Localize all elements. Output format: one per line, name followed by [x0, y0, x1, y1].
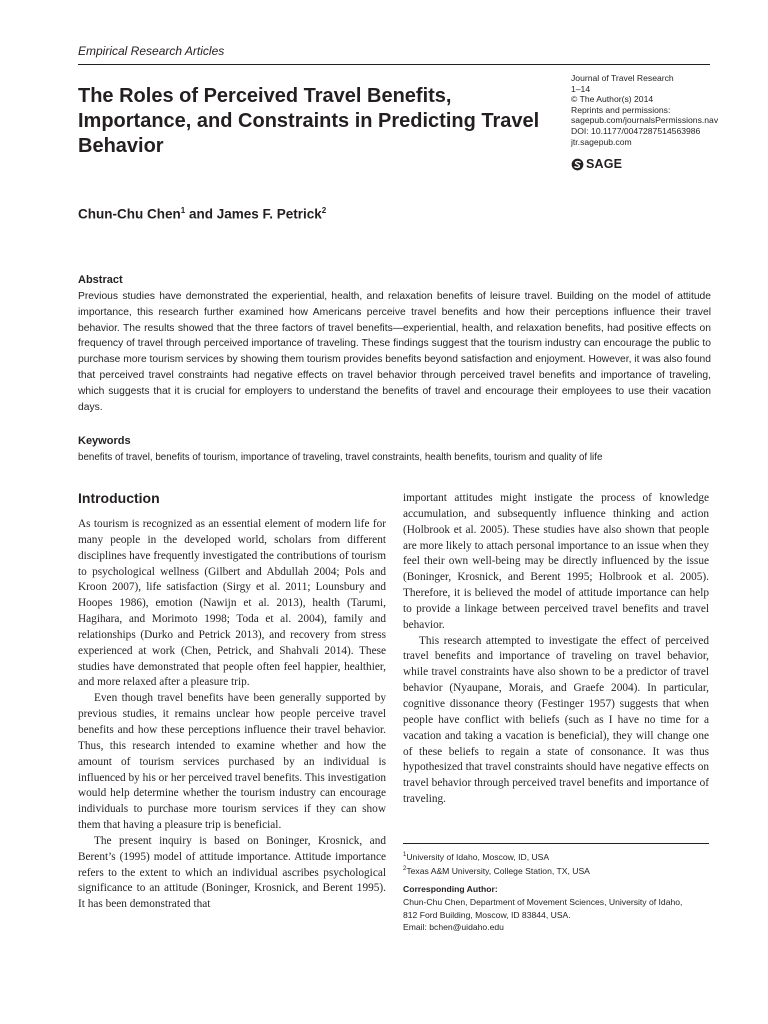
corresponding-author-line: Chun-Chu Chen, Department of Movement Sciences, University of Idaho,: [403, 896, 683, 907]
body-paragraph: The present inquiry is based on Boninger, Krosnick, and Berent’s (1995) model of attitude importance. Attitude importance refers to the extent to which an individual ascribes psychological significance to an attitude (Boninger, Krosnick, and Berent 1995). It has been demonstrated that: [78, 834, 386, 911]
body-paragraph: This research attempted to investigate the effect of perceived travel benefits and importance of traveling on travel behavior, while travel constraints have also shown to be a predictor of travel behavior (Nyaupane, Morais, and Graefe 2004). In particular, cognitive dissonance theory (Festinger 1957) suggests that when people have conflict with beliefs (such as I have no time for a vacation and taking a vacation is beneficial), they will change one of these beliefs to regain a state of consonance. It was thus hypothesized that travel constraints should have negative effects on travel behavior through perceived travel benefits and importance of traveling.: [403, 634, 709, 806]
sage-logo-icon: [571, 158, 584, 171]
footnote-text: University of Idaho, Moscow, ID, USA: [406, 851, 550, 862]
author-list: [78, 206, 326, 222]
publisher-name: SAGE: [586, 157, 623, 171]
author-name: Chun-Chu Chen: [78, 206, 181, 222]
keywords-text: benefits of travel, benefits of tourism, importance of traveling, travel constraints, health benefits, tourism and quality of life: [78, 452, 603, 463]
corresponding-author: [403, 883, 713, 934]
header-rule: [78, 64, 710, 65]
sage-logo: [571, 157, 622, 171]
footnote: [403, 863, 713, 877]
abstract-heading: Abstract: [78, 274, 123, 286]
journal-name: Journal of Travel Research: [571, 73, 674, 83]
corresponding-author-email[interactable]: Email: bchen@uidaho.edu: [403, 922, 504, 933]
body-column-left: [78, 517, 386, 913]
body-paragraph: important attitudes might instigate the process of knowledge accumulation, and subsequently influence thinking and action (Holbrook et al. 2005). These studies have also shown that people are more likely to attach personal importance to an issue when they feel their own well-being may be directly influenced by the issue (Boninger, Krosnick, and Berent 1995; Holbrook et al. 2005). Therefore, it is believed the model of attitude importance can help to provide a linkage between perceived travel benefits and travel behavior.: [403, 492, 709, 631]
journal-info: [571, 73, 761, 147]
reprints-label: Reprints and permissions:: [571, 104, 671, 115]
body-paragraph: As tourism is recognized as an essential element of modern life for many people in the developed world, scholars from different disciplines have frequently investigated the contributions of tourism to psychological wellness (Gilbert and Abdullah 2004; Pols and Kroon 2007), life satisfaction (Sirgy et al. 2011; Lounsbury and Hoopes 1986), emotion (Nawijn et al. 2013), health (Tarumi, Hagihara, and Morimoto 1998; Toda et al. 2004), family and relationships (Durko and Petrick 2013), and recovery from stress experienced at work (Chen, Petrick, and Shahvali 2014). These studies have demonstrated that people often feel happier, healthier, and more relaxed after a pleasure trip.: [78, 518, 386, 689]
abstract-text: Previous studies have demonstrated the experiential, health, and relaxation benefits of leisure travel. Building on the model of attitude importance, this research further examined how Americans perceive travel benefits and how their perceptions influence their travel behavior. The results showed that the three factors of travel benefits—experiential, health, and relaxation benefits, had positive effects on frequency of travel through perceived importance of traveling. These findings suggest that the tourism industry can encourage the public to purchase more tourism services by showing them tourism provides benefits beyond satisfaction and enjoyment. However, it was also found that perceived travel constraints had negative effects on travel behavior through perceived travel benefits and importance of traveling, which suggests that it is crucial for employers to understand the benefits of travel and encourage their employees to use their vacation days.: [78, 291, 711, 413]
footnote-mark: 2: [403, 866, 407, 873]
section-label: Empirical Research Articles: [78, 44, 225, 58]
body-paragraph: Even though travel benefits have been generally supported by previous studies, it remains unclear how people perceive travel benefits and how these perceptions influence their travel behavior. Thus, this research intended to examine whether and how the amount of tourism services purchased by an individual is influenced by his or her perceived travel benefits. This investigation would help determine whether the tourism industry can encourage individuals to purchase more tourism services if they can show them that having a pleasure trip is beneficial.: [78, 692, 386, 832]
copyright: © The Author(s) 2014: [571, 94, 654, 105]
footnote-text: Texas A&M University, College Station, TX, USA: [406, 865, 590, 876]
affiliation-footnotes: [403, 849, 713, 877]
affiliation-mark: 2: [321, 206, 327, 215]
author-joiner: and: [185, 206, 217, 222]
affiliation-mark: 1: [180, 206, 186, 215]
footnote: [403, 849, 713, 863]
journal-url[interactable]: jtr.sagepub.com: [571, 136, 632, 147]
footnote-mark: 1: [403, 852, 407, 858]
introduction-heading: Introduction: [78, 490, 160, 506]
permissions-link[interactable]: sagepub.com/journalsPermissions.nav: [571, 115, 719, 126]
body-column-right: [403, 491, 709, 808]
corresponding-author-line: 812 Ford Building, Moscow, ID 83844, USA.: [403, 909, 571, 920]
doi[interactable]: DOI: 10.1177/0047287514563986: [571, 125, 701, 136]
keywords-heading: Keywords: [78, 435, 131, 447]
page-range: 1–14: [571, 83, 591, 94]
article-title: The Roles of Perceived Travel Benefits, Importance, and Constraints in Predicting Travel Behavior: [78, 85, 540, 157]
corresponding-author-label: Corresponding Author:: [403, 884, 498, 894]
footnote-rule: [403, 843, 709, 844]
author-name: James F. Petrick: [216, 206, 322, 222]
